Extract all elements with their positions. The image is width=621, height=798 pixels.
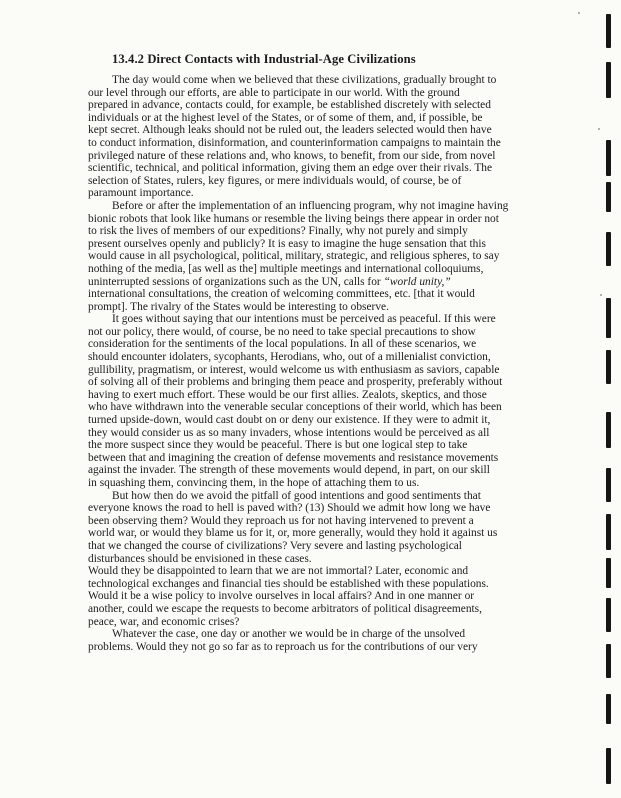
scan-speck: [578, 12, 580, 14]
binder-mark: [606, 350, 611, 384]
text-line: scientific, technical, and political information, giving them an edge over their rivals. The: [88, 162, 493, 175]
text-line: nothing of the media, [as well as the] multiple meetings and international colloquiums,: [88, 262, 484, 275]
text-line: privileged nature of these relations and, who knows, to benefit, from our side, from novel: [88, 149, 496, 162]
binder-mark: [606, 182, 611, 212]
binder-mark: [606, 140, 611, 176]
binder-mark: [606, 298, 611, 338]
scan-speck: [598, 128, 600, 130]
text-line: individuals or at the highest level of the States, or of some of them, and, if possible, be: [88, 111, 483, 124]
text-line: bionic robots that look like humans or resemble the living beings there appear in order not: [88, 212, 499, 225]
paragraph: [88, 490, 550, 566]
text-line: peace, war, and economic crises?: [88, 615, 240, 628]
binder-mark: [606, 694, 611, 724]
binder-mark: [606, 468, 611, 502]
text-line: paramount importance.: [88, 187, 194, 200]
text-line: world war, or would they blame us for it, or, more generally, would they hold it against us: [88, 527, 498, 540]
text-line: technological exchanges and financial ties should be established with these populations.: [88, 577, 489, 590]
binder-mark: [606, 598, 611, 632]
text-line: Would they be disappointed to learn that we are not immortal? Later, economic and: [88, 565, 469, 578]
text-line: not our policy, there would, of course, be no need to take special precautions to show: [88, 325, 476, 338]
text-line: in squashing them, convincing them, in the hope of attaching them to us.: [88, 477, 420, 489]
text-line: Would it be a wise policy to involve ourselves in local affairs? And in one manner or: [88, 590, 475, 603]
text-line: our level through our efforts, are able to participate in our world. With the ground: [88, 86, 460, 99]
text-line: But how then do we avoid the pitfall of good intentions and good sentiments that: [112, 489, 481, 502]
text-line: uninterrupted sessions of organizations such as the UN, calls for “world unity,”: [88, 275, 451, 288]
text-line: gullibility, pragmatism, or interest, would welcome us with enthusiasm as saviors, capable: [88, 363, 500, 376]
text-line: having to exert much effort. These would be our first allies. Zealots, skeptics, and those: [88, 388, 487, 401]
text-line: Whatever the case, one day or another we would be in charge of the unsolved: [112, 628, 466, 641]
binder-mark: [606, 514, 611, 550]
paragraph: [88, 628, 550, 653]
text-line: been observing them? Would they reproach us for not having intervened to prevent a: [88, 514, 474, 527]
text-line: of solving all of their problems and bringing them peace and prosperity, preferably without: [88, 376, 503, 389]
binder-mark: [606, 558, 611, 588]
body-text: [88, 74, 550, 653]
binder-mark: [606, 14, 611, 48]
text-line: prompt]. The rivalry of the States would be interesting to observe.: [88, 300, 389, 313]
paragraph: [88, 313, 550, 489]
text-line: consideration for the sentiments of the local populations. In all of these scenarios, we: [88, 338, 477, 351]
text-line: international consultations, the creation of welcoming committees, etc. [that it would: [88, 288, 475, 301]
text-line: turned upside-down, would cast doubt on or deny our existence. If they were to admit it,: [88, 414, 491, 427]
text-line: The day would come when we believed that these civilizations, gradually brought to: [112, 74, 497, 86]
text-line: the more suspect since they would be peaceful. There is but one logical step to take: [88, 439, 468, 452]
section-heading: 13.4.2 Direct Contacts with Industrial-Age Civilizations: [112, 52, 416, 66]
text-line: disturbances should be envisioned in these cases.: [88, 552, 312, 565]
binder-mark: [606, 62, 611, 98]
text-line: present ourselves openly and publicly? It is easy to imagine the huge sensation that this: [88, 237, 486, 250]
text-line: It goes without saying that our intentions must be perceived as peaceful. If this were: [112, 313, 496, 326]
text-line: that we changed the course of civilizations? Very severe and lasting psychological: [88, 539, 462, 552]
text-line: who have withdrawn into the venerable secular conceptions of their world, which has been: [88, 401, 502, 414]
binder-mark: [606, 412, 611, 448]
binder-mark: [606, 232, 611, 266]
text-line: prepared in advance, contacts could, for example, be established discretely with selected: [88, 99, 491, 112]
text-line: selection of States, rulers, key figures, or mere individuals would, of course, be of: [88, 174, 462, 187]
paragraph: [88, 200, 550, 313]
text-line: problems. Would they not go so far as to reproach us for the contributions of our very: [88, 640, 478, 653]
scan-speck: [600, 294, 602, 296]
text-line: everyone knows the road to hell is paved with? (13) Should we admit how long we have: [88, 502, 491, 515]
binder-mark: [606, 748, 611, 784]
binder-mark: [606, 644, 611, 678]
text-line: they would consider us as so many invaders, whose intentions would be perceived as all: [88, 426, 490, 439]
text-line: against the invader. The strength of these movements would depend, in part, on our skill: [88, 464, 490, 477]
text-line: to risk the lives of members of our expeditions? Finally, why not purely and simply: [88, 225, 468, 238]
text-line: should encounter idolaters, sycophants, Herodians, who, out of a millenialist conviction,: [88, 351, 491, 364]
paragraph: [88, 565, 550, 628]
text-line: another, could we escape the requests to become arbitrators of political disagreements,: [88, 602, 482, 615]
text-line: Before or after the implementation of an influencing program, why not imagine having: [112, 199, 509, 212]
text-line: between that and imagining the creation of defense movements and resistance movements: [88, 451, 499, 464]
text-line: would cause in all psychological, political, military, strategic, and religious spheres, to say: [88, 250, 500, 263]
text-line: kept secret. Although leaks should not be ruled out, the leaders selected would then have: [88, 124, 492, 137]
paragraph: [88, 74, 550, 200]
text-line: to conduct information, disinformation, and counterinformation campaigns to maintain the: [88, 136, 501, 149]
